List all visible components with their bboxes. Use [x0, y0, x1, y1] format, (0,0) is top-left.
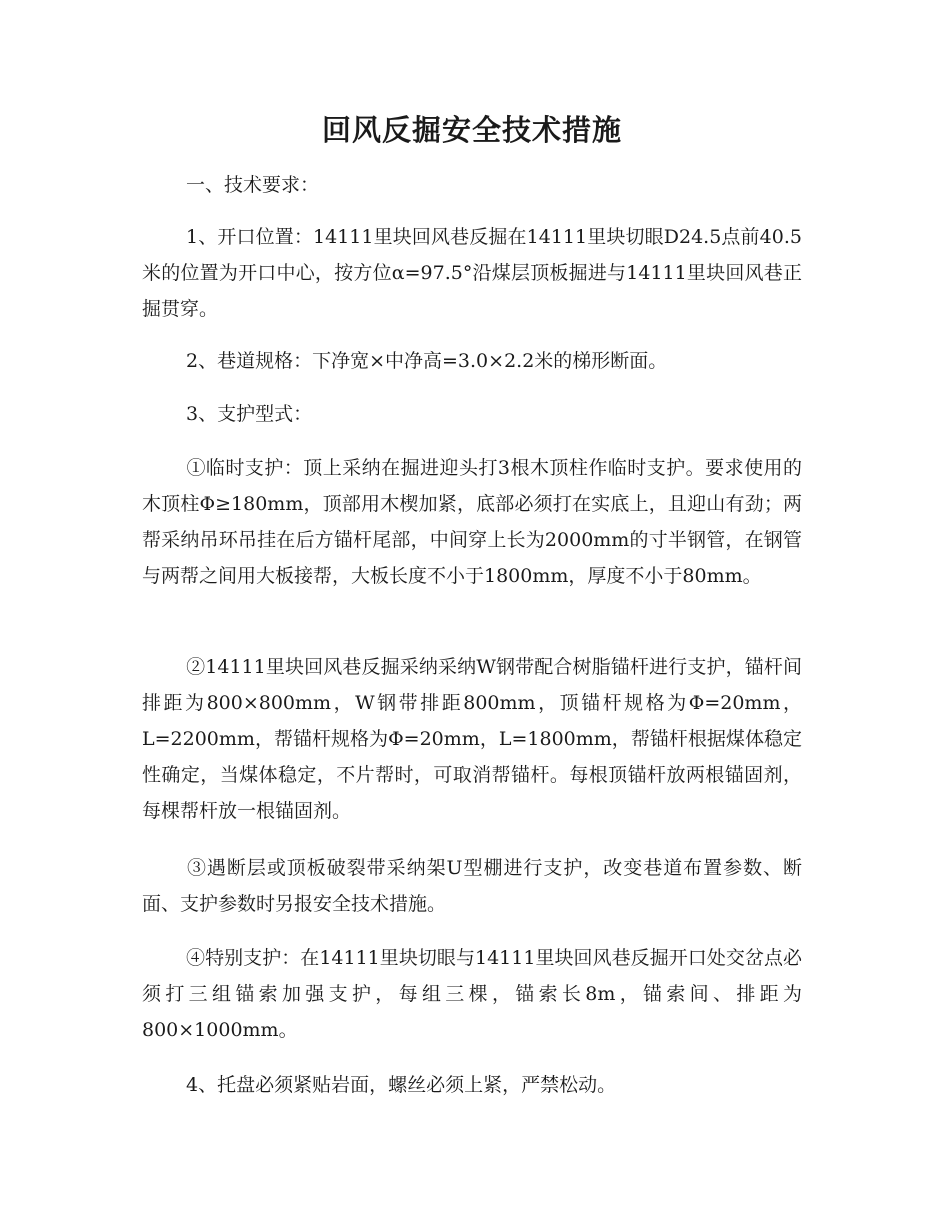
paragraph-text: 3、支护型式：	[186, 403, 313, 425]
section-heading-technical-requirements	[142, 167, 802, 203]
paragraph-text: ④特别支护：在14111里块切眼与14111里块回风巷反掘开口处交岔点必须打三组锚索加强支护，每组三棵，锚索长8m，锚索间、排距为800×1000mm。	[142, 947, 802, 1041]
paragraph-tray-requirement	[142, 1067, 802, 1103]
paragraph-special-support	[142, 940, 802, 1048]
paragraph-text: 一、技术要求：	[186, 174, 320, 196]
paragraph-text: ③遇断层或顶板破裂带采纳架U型棚进行支护，改变巷道布置参数、断面、支护参数时另报安全技术措施。	[142, 857, 802, 915]
paragraph-text: ②14111里块回风巷反掘采纳采纳W钢带配合树脂锚杆进行支护，锚杆间排距为800×800mm，W钢带排距800mm，顶锚杆规格为Φ=20mm，L=2200mm，帮锚杆规格为Φ=20mm，L=1800mm，帮锚杆根据煤体稳定性确定，当煤体稳定，不片帮时，可取消帮锚杆。每根顶锚杆放两根锚固剂，每棵帮杆放一根锚固剂。	[142, 656, 802, 822]
paragraph-bolt-support	[142, 649, 802, 829]
paragraph-temporary-support	[142, 450, 802, 594]
paragraph-support-type	[142, 396, 802, 432]
paragraph-text: ①临时支护：顶上采纳在掘进迎头打3根木顶柱作临时支护。要求使用的木顶柱Φ≥180mm，顶部用木楔加紧，底部必须打在实底上，且迎山有劲；两帮采纳吊环吊挂在后方锚杆尾部，中间穿上长为2000mm的寸半钢管，在钢管与两帮之间用大板接帮，大板长度不小于1800mm，厚度不小于80mm。	[142, 457, 802, 587]
document-title: 回风反掘安全技术措施	[321, 113, 622, 147]
paragraph-text: 4、托盘必须紧贴岩面，螺丝必须上紧，严禁松动。	[186, 1074, 617, 1096]
paragraph-roadway-spec	[142, 343, 802, 379]
paragraph-opening-position	[142, 219, 802, 327]
paragraph-text: 1、开口位置：14111里块回风巷反掘在14111里块切眼D24.5点前40.5米的位置为开口中心，按方位α=97.5°沿煤层顶板掘进与14111里块回风巷正掘贯穿。	[142, 226, 802, 320]
paragraph-fault-support	[142, 850, 802, 922]
paragraph-text: 2、巷道规格：下净宽×中净高=3.0×2.2米的梯形断面。	[186, 350, 668, 372]
